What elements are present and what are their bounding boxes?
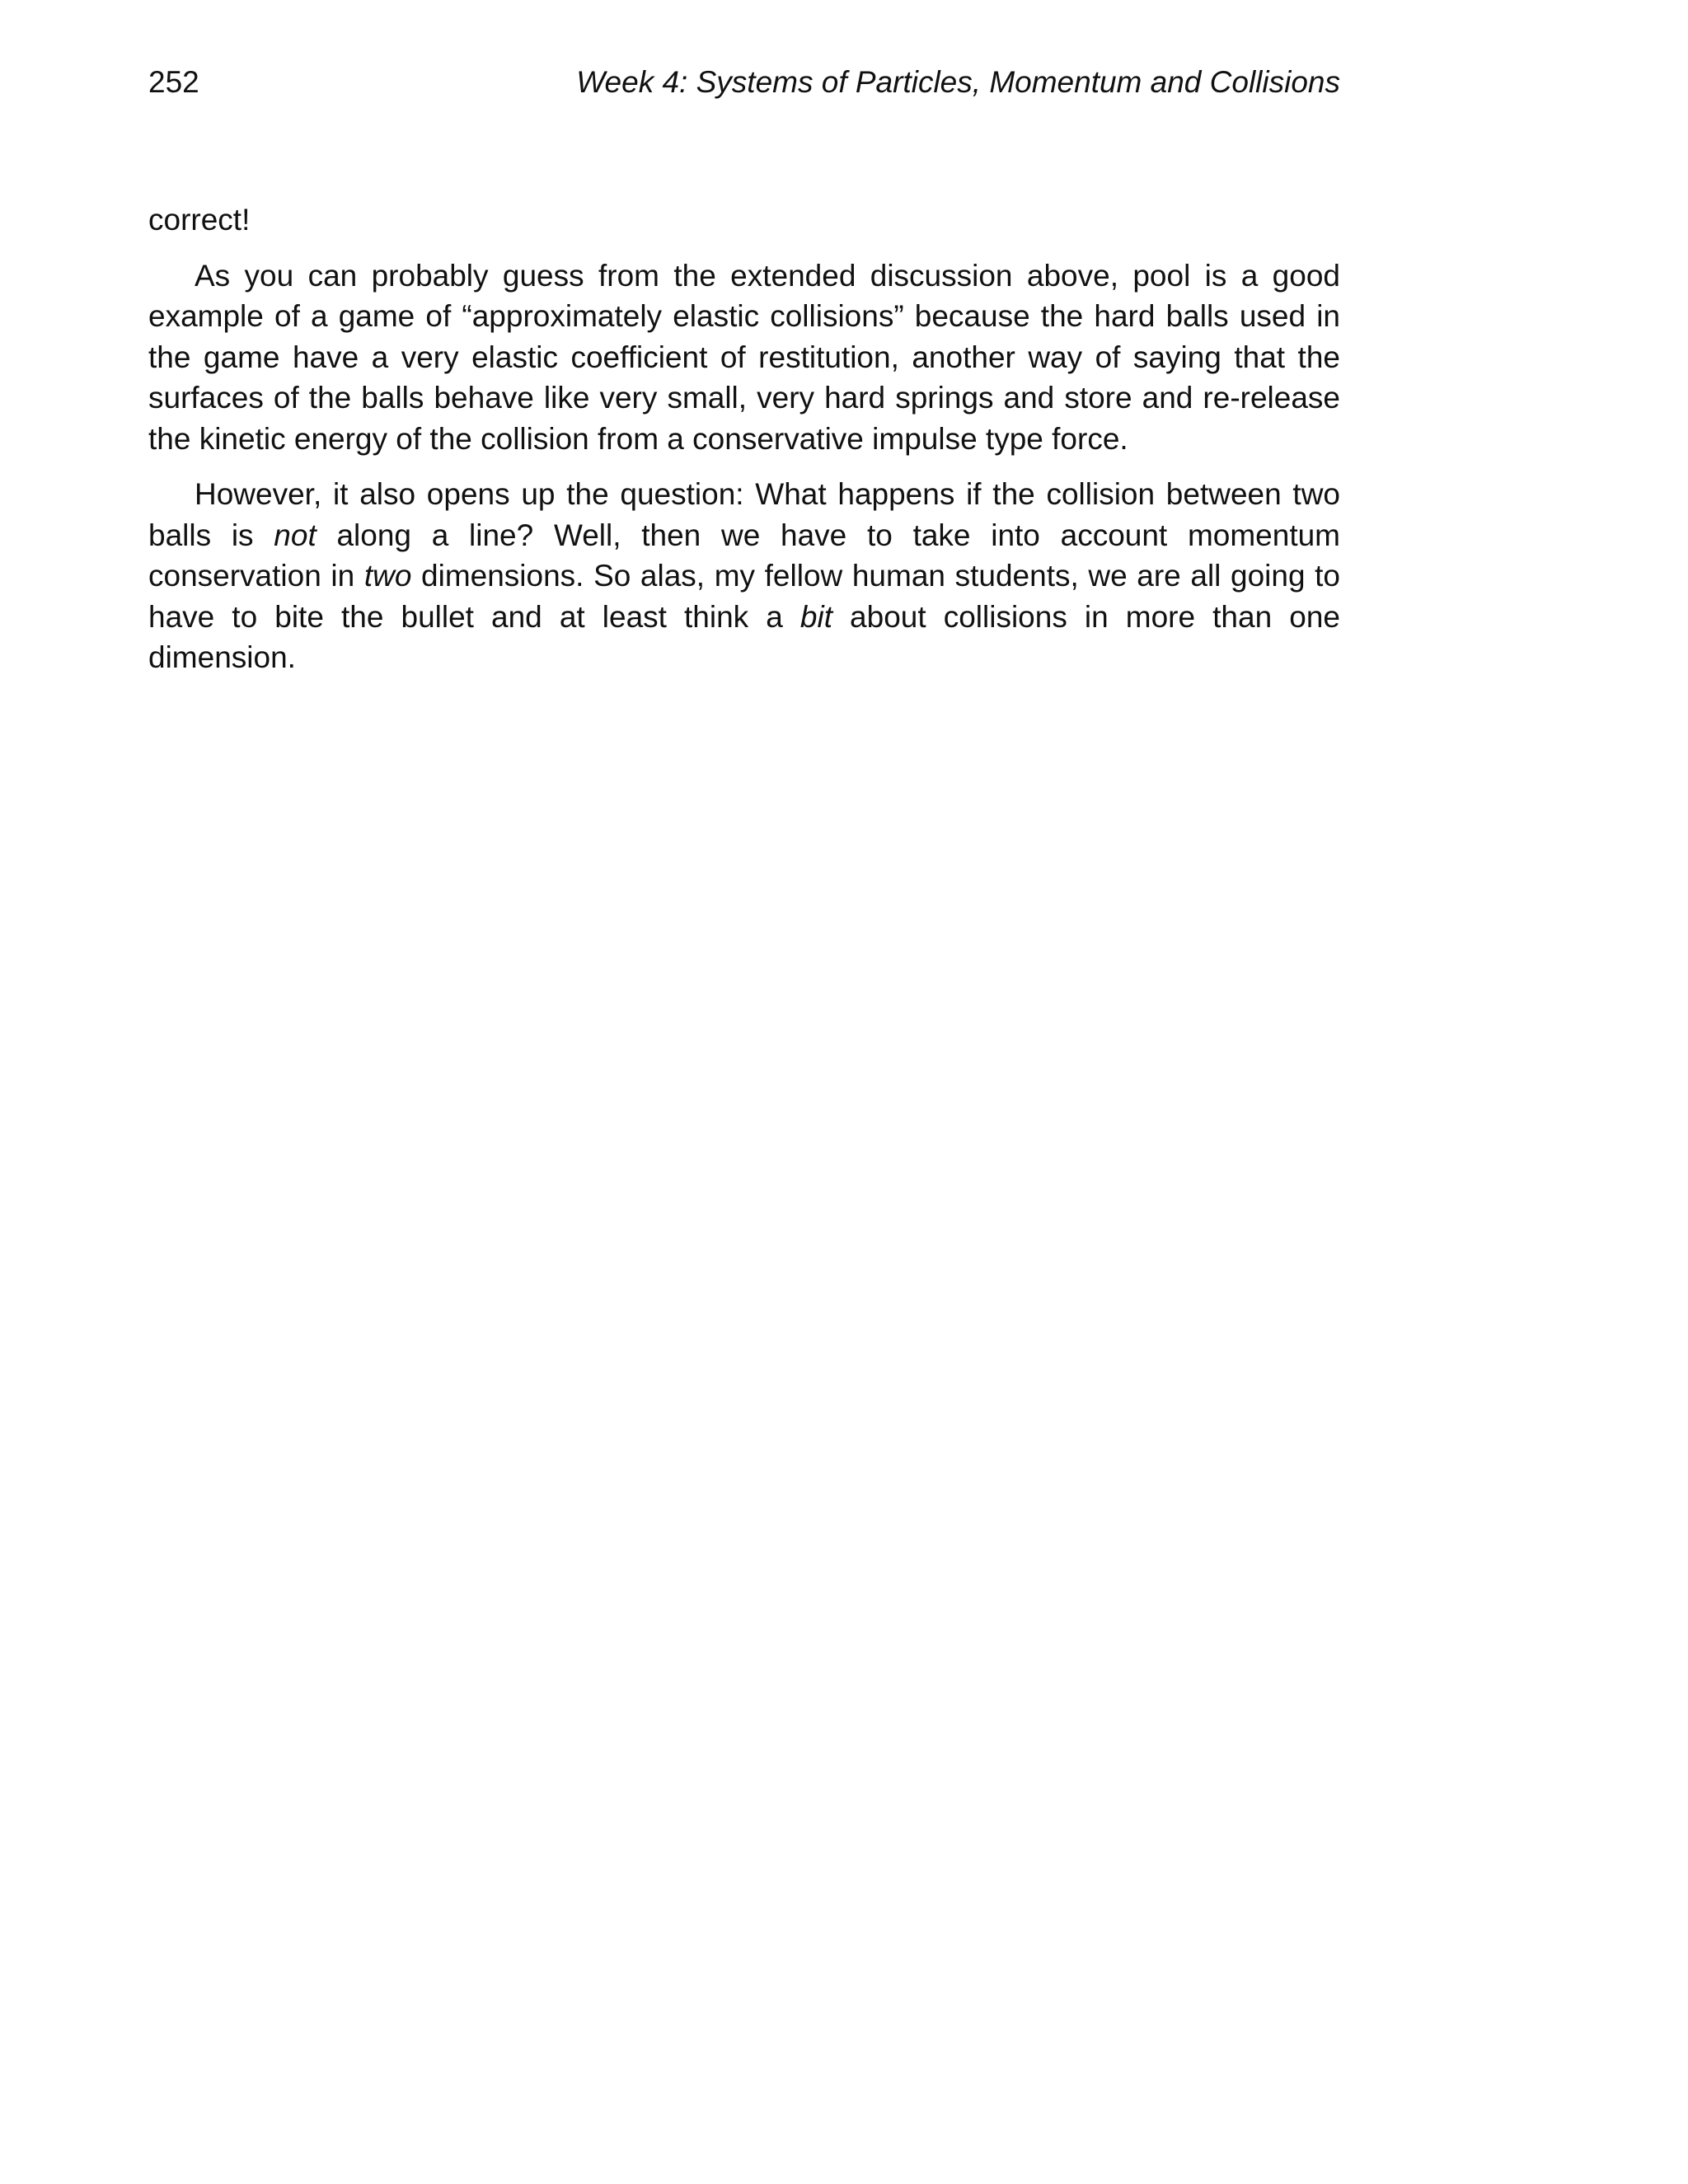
running-header <box>148 58 1340 107</box>
paragraph-continuation: correct! <box>148 203 251 237</box>
text-span: about collisions in more than one dimension. <box>148 599 1340 674</box>
text-span: along a line? Well, then we have to take into account momentum conservation in <box>148 518 1340 593</box>
book-page <box>148 58 1340 693</box>
emphasis-not: not <box>274 518 316 552</box>
page-number: 252 <box>148 65 199 99</box>
paragraph-pool-elastic: As you can probably guess from the extended discussion above, pool is a good example of a game of “approximately elastic collisions” because the hard balls used in the game have a very elastic coefficient of restitution, another way of saying that the surfaces of the balls behave like very small, very hard springs and store and re-release the kinetic energy of the collision from a conservative impulse type force. <box>148 258 1340 456</box>
body-text <box>148 199 1340 678</box>
text-span: However, it also opens up the question: What happens if the collision between two balls is <box>148 477 1340 552</box>
chapter-title: Week 4: Systems of Particles, Momentum and Collisions <box>576 65 1340 99</box>
emphasis-two: two <box>363 559 412 593</box>
emphasis-bit: bit <box>799 599 832 634</box>
text-span: dimensions. So alas, my fellow human students, we are all going to have to bite the bullet and at least think a <box>148 559 1341 634</box>
paragraph-two-dimensions <box>148 474 1340 678</box>
